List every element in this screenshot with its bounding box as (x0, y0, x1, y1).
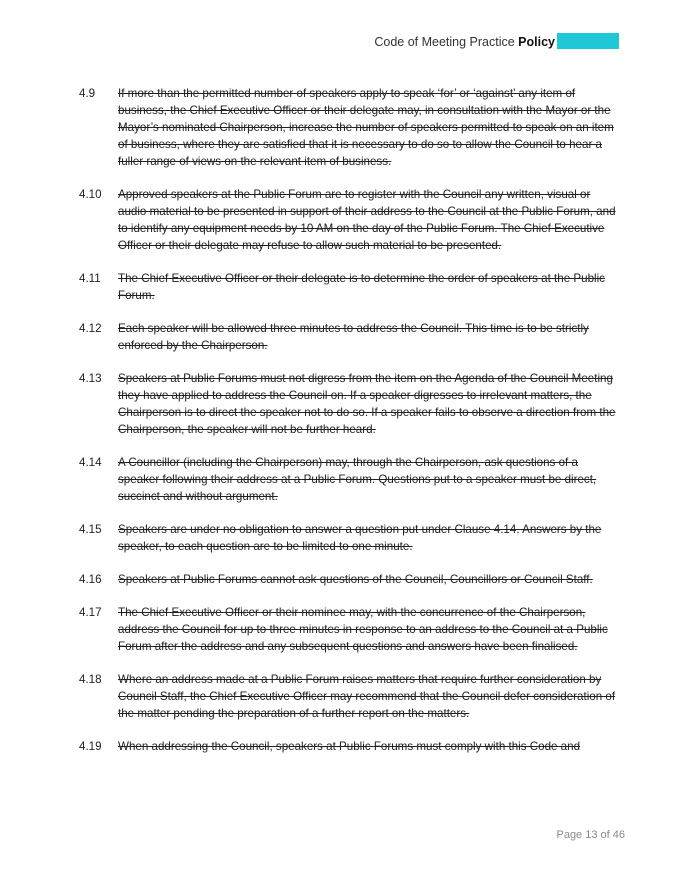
clause-text: Where an address made at a Public Forum raises matters that require further consideration by Council Staff, the Chief Executive Officer may recommend that the Council defer consideration of the matter pending the preparation of a further report on the matters. (118, 673, 616, 720)
clause-text: A Councillor (including the Chairperson) may, through the Chairperson, ask questions of a speaker following their address at a Public Forum. Questions put to a speaker must be direct, succinct and without argument. (118, 456, 597, 503)
clause-text: Approved speakers at the Public Forum are to register with the Council any written, visual or audio material to be presented in support of their address to the Council at the Public Forum, and to identify any equipment needs by 10 AM on the day of the Public Forum. The Chief Executive Officer or their delegate may refuse to allow such material to be presented. (118, 188, 616, 252)
clause-item (0, 370, 675, 438)
clause-text: Speakers at Public Forums must not digress from the item on the Agenda of the Council Meeting they have applied to address the Council on. If a speaker digresses to irrelevant matters, the Chairperson is to direct the speaker not to do so. If a speaker fails to observe a direction from the Chairperson, the speaker will not be further heard. (118, 372, 616, 436)
clause-text: If more than the permitted number of speakers apply to speak ‘for’ or ‘against’ any item of business, the Chief Executive Officer or their delegate may, in consultation with the Mayor or the Mayor’s nominated Chairperson, increase the number of speakers permitted to speak on an item of business, where they are satisfied that it is necessary to do so to allow the Council to hear a fuller range of views on the relevant item of business. (118, 87, 614, 168)
clause-number: 4.17 (79, 606, 102, 619)
clause-item (0, 270, 675, 304)
clause-item (0, 604, 675, 655)
header-title-regular: Code of Meeting Practice (374, 35, 519, 49)
header-accent-bar (557, 33, 619, 49)
header-title-bold: Policy (518, 35, 555, 49)
clause-item (0, 454, 675, 505)
clause-item (0, 320, 675, 354)
clause-number: 4.16 (79, 573, 102, 586)
clause-text: The Chief Executive Officer or their nominee may, with the concurrence of the Chairperson, address the Council for up to three minutes in response to an address to the Council at a Public Forum after the address and any subsequent questions and answers have been finalised. (118, 606, 608, 653)
clause-number: 4.13 (79, 372, 102, 385)
clause-text: Speakers are under no obligation to answer a question put under Clause 4.14. Answers by the speaker, to each question are to be limited to one minute. (118, 523, 602, 553)
clause-number: 4.11 (79, 272, 101, 285)
clause-item (0, 521, 675, 555)
clause-number: 4.14 (79, 456, 102, 469)
page-number: Page 13 of 46 (556, 829, 625, 841)
clause-item (0, 186, 675, 254)
clause-number: 4.9 (79, 87, 96, 100)
clause-number: 4.18 (79, 673, 102, 686)
clause-number: 4.12 (79, 322, 102, 335)
clause-item (0, 85, 675, 170)
clause-item (0, 738, 675, 755)
header-title (374, 33, 555, 51)
clause-text: Each speaker will be allowed three minutes to address the Council. This time is to be strictly enforced by the Chairperson. (118, 322, 589, 352)
clause-number: 4.15 (79, 523, 102, 536)
clause-text: When addressing the Council, speakers at Public Forums must comply with this Code and (118, 740, 581, 753)
clause-list (0, 85, 675, 771)
clause-number: 4.10 (79, 188, 102, 201)
clause-text: The Chief Executive Officer or their delegate is to determine the order of speakers at the Public Forum. (118, 272, 605, 302)
clause-item (0, 671, 675, 722)
clause-item (0, 571, 675, 588)
clause-text: Speakers at Public Forums cannot ask questions of the Council, Councillors or Council Staff. (118, 573, 593, 586)
page-header (0, 33, 675, 51)
clause-number: 4.19 (79, 740, 102, 753)
